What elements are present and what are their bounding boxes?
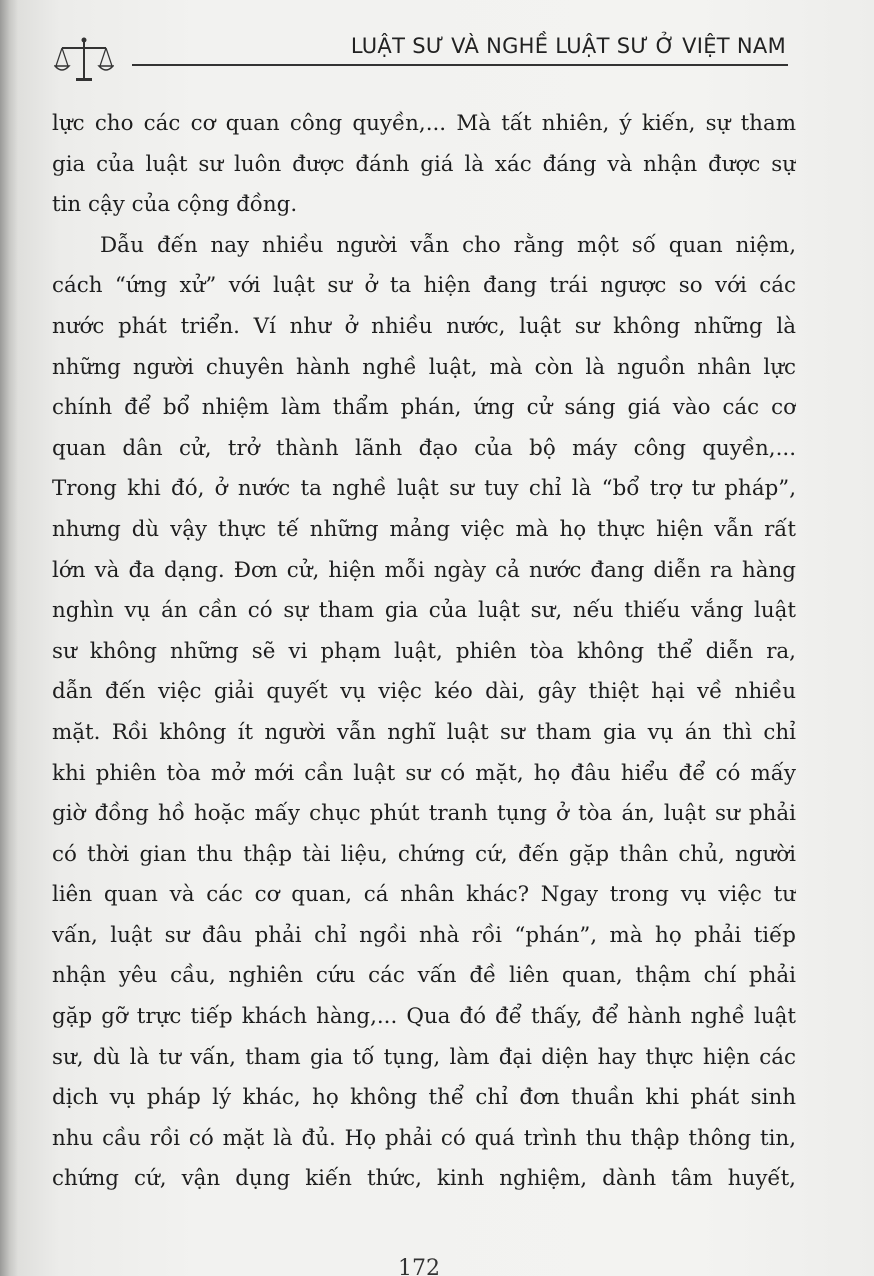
paragraph	[52, 226, 796, 1200]
text-line: nhận yêu cầu, nghiên cứu các vấn đề liên quan, thậm chí phải	[52, 963, 796, 989]
body-text	[52, 104, 796, 1200]
text-line: gia của luật sư luôn được đánh giá là xác đáng và nhận được sự	[52, 151, 796, 177]
text-line: mặt. Rồi không ít người vẫn nghĩ luật sư tham gia vụ án thì chỉ	[52, 719, 796, 745]
binding-shadow	[0, 0, 18, 1276]
text-line: dẫn đến việc giải quyết vụ việc kéo dài, gây thiệt hại về nhiều	[52, 679, 796, 705]
text-line: những người chuyên hành nghề luật, mà còn là nguồn nhân lực	[52, 354, 796, 380]
page-number: 172	[398, 1256, 440, 1276]
running-header	[52, 18, 792, 80]
text-line: sư, dù là tư vấn, tham gia tố tụng, làm đại diện hay thực hiện các	[52, 1044, 796, 1070]
paragraph	[52, 104, 796, 226]
text-line: Dẫu đến nay nhiều người vẫn cho rằng một số quan niệm,	[100, 232, 796, 258]
header-rule	[132, 64, 788, 66]
text-line: có thời gian thu thập tài liệu, chứng cứ, đến gặp thân chủ, người	[52, 841, 796, 867]
text-line: khi phiên tòa mở mới cần luật sư có mặt, họ đâu hiểu để có mấy	[52, 760, 796, 786]
header-title: LUẬT SƯ VÀ NGHỀ LUẬT SƯ Ở VIỆT NAM	[350, 34, 786, 58]
text-line: lớn và đa dạng. Đơn cử, hiện mỗi ngày cả nước đang diễn ra hàng	[52, 557, 796, 583]
text-line: cách “ứng xử” với luật sư ở ta hiện đang trái ngược so với các	[52, 273, 796, 299]
text-line: nước phát triển. Ví như ở nhiều nước, luật sư không những là	[52, 313, 796, 339]
text-line: chính để bổ nhiệm làm thẩm phán, ứng cử sáng giá vào các cơ	[52, 395, 796, 421]
text-line: nhu cầu rồi có mặt là đủ. Họ phải có quá trình thu thập thông tin,	[52, 1125, 796, 1151]
text-line: lực cho các cơ quan công quyền,... Mà tất nhiên, ý kiến, sự tham	[52, 111, 796, 136]
text-line: nhưng dù vậy thực tế những mảng việc mà họ thực hiện vẫn rất	[52, 516, 796, 542]
text-line: liên quan và các cơ quan, cá nhân khác? Ngay trong vụ việc tư	[52, 882, 796, 908]
text-line: Trong khi đó, ở nước ta nghề luật sư tuy chỉ là “bổ trợ tư pháp”,	[52, 476, 796, 502]
text-line: sư không những sẽ vi phạm luật, phiên tòa không thể diễn ra,	[52, 638, 796, 664]
text-line: tin cậy của cộng đồng.	[52, 192, 298, 218]
text-line: dịch vụ pháp lý khác, họ không thể chỉ đơn thuần khi phát sinh	[52, 1085, 796, 1111]
text-line: giờ đồng hồ hoặc mấy chục phút tranh tụng ở tòa án, luật sư phải	[52, 801, 796, 827]
text-line: vấn, luật sư đâu phải chỉ ngồi nhà rồi “phán”, mà họ phải tiếp	[52, 922, 796, 948]
text-line: quan dân cử, trở thành lãnh đạo của bộ máy công quyền,...	[52, 435, 796, 461]
text-line: nghìn vụ án cần có sự tham gia của luật sư, nếu thiếu vắng luật	[52, 598, 796, 624]
scales-of-justice-icon	[54, 36, 114, 86]
text-line: gặp gỡ trực tiếp khách hàng,... Qua đó để thấy, để hành nghề luật	[52, 1004, 796, 1030]
text-line: chứng cứ, vận dụng kiến thức, kinh nghiệm, dành tâm huyết,	[52, 1166, 796, 1192]
